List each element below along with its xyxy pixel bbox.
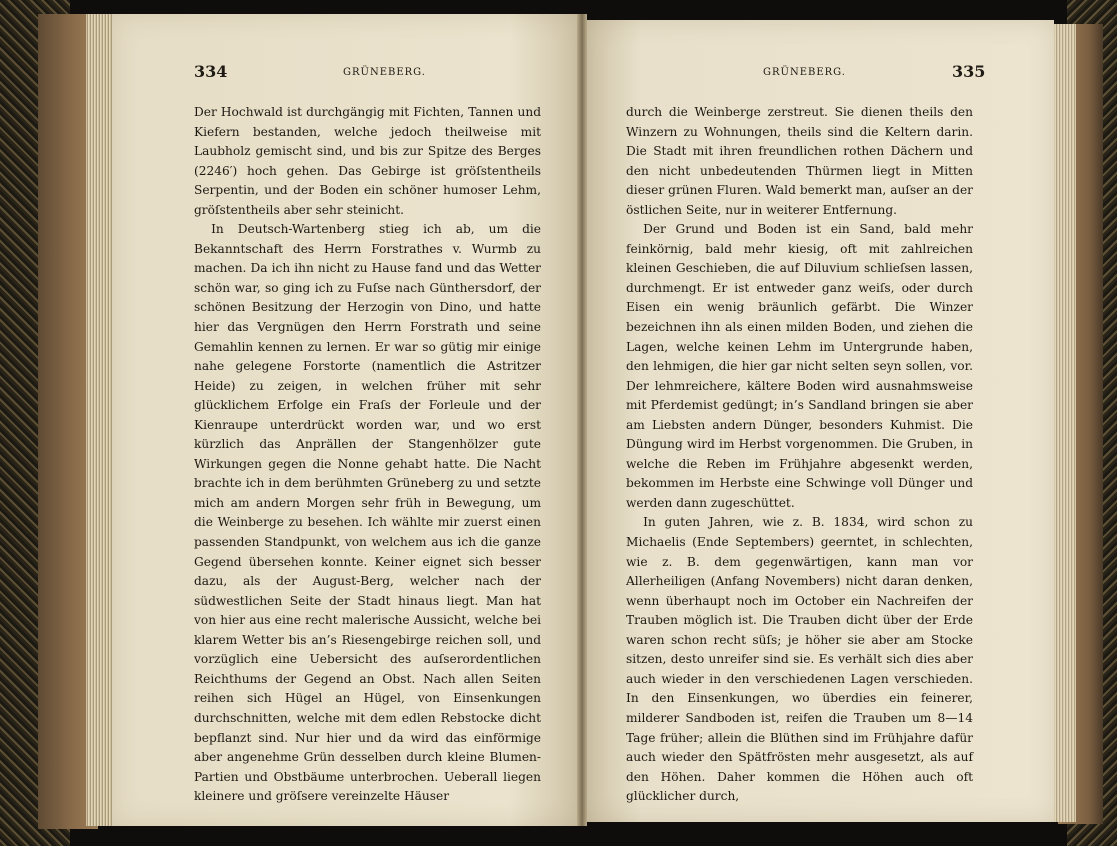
- left-paragraph-1: Der Hochwald ist durchgängig mit Fichten, Tannen und Kiefern bestanden, welche jedoch theilweise mit Laubholz gemischt sind, und bis zur Spitze des Berges (2246′) hoch gehen. Das Gebirge ist gröſstentheils Serpentin, und der Boden ein schöner humoser Lehm, gröſstentheils aber sehr steinicht.: [194, 105, 541, 217]
- right-page-body: [626, 103, 973, 807]
- page-edges-right: [1052, 24, 1076, 822]
- right-paragraph-2: Der Grund und Boden ist ein Sand, bald mehr feinkörnig, bald mehr kiesig, oft mit zahlreichen kleinen Geschieben, die auf Diluvium schlieſsen lassen, durchmengt. Er ist entweder ganz weiſs, oder durch Eisen ein wenig bräunlich gefärbt. Die Winzer bezeichnen ihn als einen milden Boden, und ziehen die Lagen, welche keinen Lehm im Untergrunde haben, den lehmigen, die hier gar nicht selten seyn sollen, vor. Der lehmreichere, kältere Boden wird ausnahmsweise mit Pferdemist gedüngt; in’s Sandland bringen sie aber am Liebsten andern Dünger, besonders Kuhmist. Die Düngung wird im Herbst vorgenommen. Die Gruben, in welche die Reben im Frühjahre abgesenkt werden, bekommen im Herbste eine Schwinge voll Dünger und werden dann zugeschüttet.: [626, 222, 973, 510]
- left-page-number: 334: [194, 62, 228, 81]
- right-paragraph-1: durch die Weinberge zerstreut. Sie dienen theils den Winzern zu Wohnungen, theils sind die Keltern darin. Die Stadt mit ihren freundlichen rothen Dächern und den nicht unbedeutenden Thürmen liegt in Mitten dieser grünen Fluren. Wald bemerkt man, auſser an der östlichen Seite, nur in weiterer Entfernung.: [626, 105, 973, 217]
- left-paragraph-2: In Deutsch-Wartenberg stieg ich ab, um die Bekanntschaft des Herrn Forstrathes v. Wurmb zu machen. Da ich ihn nicht zu Hause fand und das Wetter schön war, so ging ich zu Fuſse nach Günthersdorf, der schönen Besitzung der Herzogin von Dino, und hatte hier das Vergnügen den Herrn Forstrath und seine Gemahlin kennen zu lernen. Er war so gütig mir einige nahe gelegene Forstorte (namentlich die Astritzer Heide) zu zeigen, in welchen früher mit sehr glücklichem Erfolge ein Fraſs der Forleule und der Kienraupe unterdrückt worden war, und wo erst kürzlich das Anprällen der Stangenhölzer gute Wirkungen gegen die Nonne gehabt hatte. Die Nacht brachte ich in dem berühmten Grüneberg zu und setzte mich am andern Morgen sehr früh in Bewegung, um die Weinberge zu besehen. Ich wählte mir zuerst einen passenden Standpunkt, von welchem aus ich die ganze Gegend übersehen konnte. Keiner eignet sich besser dazu, als der August-Berg, welcher nach der südwestlichen Seite der Stadt hinaus liegt. Man hat von hier aus eine recht malerische Aussicht, welche bei klarem Wetter bis an’s Riesengebirge reichen soll, und vorzüglich eine Uebersicht des auſserordentlichen Reichthums der Gegend an Obst. Nach allen Seiten reihen sich Hügel an Hügel, von Einsenkungen durchschnitten, welche mit dem edlen Rebstocke dicht bepflanzt sind. Nur hier und da wird das einförmige aber angenehme Grün desselben durch kleine Blumen-Partien und Obstbäume unterbrochen. Ueberall liegen kleinere und gröſsere vereinzelte Häuser: [194, 222, 541, 804]
- left-page-body: [194, 103, 541, 807]
- page-edges-left: [86, 14, 114, 826]
- right-page-number: 335: [952, 62, 986, 81]
- book-gutter: [577, 14, 587, 826]
- right-paragraph-3: In guten Jahren, wie z. B. 1834, wird schon zu Michaelis (Ende Septembers) geerntet, in schlechten, wie z. B. dem gegenwärtigen, kann man vor Allerheiligen (Anfang Novembers) nicht daran denken, wenn überhaupt noch im October ein Nachreifen der Trauben möglich ist. Die Trauben dicht über der Erde waren schon recht süſs; je höher sie aber am Stocke sitzen, desto unreifer sind sie. Es verhält sich dies aber auch wieder in den verschiedenen Lagen verschieden. In den Einsenkungen, wo überdies ein feinerer, milderer Sandboden ist, reifen die Trauben um 8—14 Tage früher; allein die Blüthen sind im Frühjahre dafür auch wieder den Spätfrösten mehr ausgesetzt, als auf den Höhen. Daher kommen die Höhen auch oft glücklicher durch,: [626, 515, 973, 804]
- right-running-head: GRÜNEBERG.: [763, 67, 846, 78]
- left-running-head: GRÜNEBERG.: [343, 67, 426, 78]
